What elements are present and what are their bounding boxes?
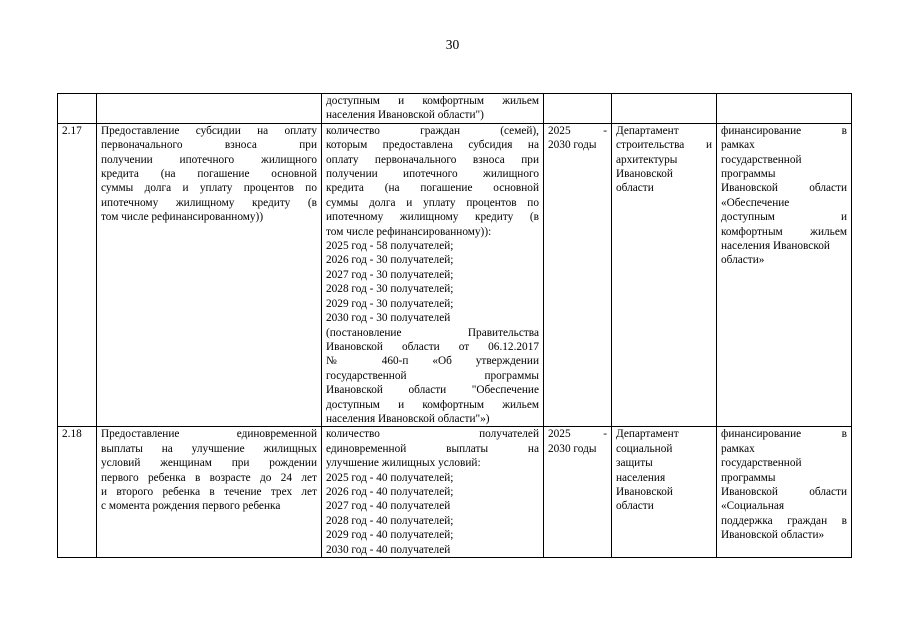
- text-line: оплату первоначального взноса при: [326, 153, 539, 166]
- text-line: 2028 год - 40 получателей;: [326, 514, 454, 527]
- text-line: рамках: [721, 139, 755, 152]
- cell-financing: [717, 94, 852, 124]
- text-line: 2025 -: [548, 428, 607, 441]
- text-line: 2029 год - 40 получателей;: [326, 529, 454, 542]
- text-line: области: [616, 500, 654, 513]
- text-line: 2028 год - 30 получателей;: [326, 283, 454, 296]
- cell-financing: [717, 427, 852, 558]
- text-line: программы: [721, 471, 776, 484]
- cell-num: [58, 94, 97, 124]
- text-line: программы: [721, 168, 776, 181]
- text-line: Ивановской области»: [721, 529, 825, 542]
- text-line: 2030 год - 30 получателей: [326, 312, 451, 325]
- text-line: комфортным жильем: [721, 225, 847, 238]
- cell-term: [544, 427, 612, 558]
- text-line: рамках: [721, 442, 755, 455]
- cell-indicator: [322, 94, 544, 124]
- text-line: 2027 год - 30 получателей;: [326, 268, 454, 281]
- text-line: населения: [616, 471, 666, 484]
- text-line: Предоставление единовременной: [101, 428, 317, 441]
- text-line: первоначального взноса при: [101, 139, 317, 152]
- text-line: Предоставление субсидии на оплату: [101, 124, 317, 137]
- text-line: суммы долга и уплату процентов по: [326, 196, 539, 209]
- text-line: Департамент: [616, 428, 679, 441]
- text-line: поддержка граждан в: [721, 514, 847, 527]
- text-line: социальной: [616, 442, 673, 455]
- text-line: которым предоставлена субсидия на: [326, 139, 539, 152]
- text-line: населения Ивановской: [721, 240, 830, 253]
- cell-name: [97, 123, 322, 427]
- cell-term: [544, 94, 612, 124]
- text-line: кредита (на погашение основной: [326, 182, 539, 195]
- text-line: единовременной выплаты на: [326, 442, 539, 455]
- text-line: ипотечному жилищному кредиту (в: [326, 211, 539, 224]
- text-line: 2030 годы: [548, 139, 597, 152]
- text-line: доступным и комфортным жильем: [326, 398, 539, 411]
- cell-name: [97, 94, 322, 124]
- text-line: с момента рождения первого ребенка: [101, 500, 281, 513]
- text-line: государственной программы: [326, 369, 539, 382]
- text-line: финансирование в: [721, 428, 847, 441]
- text-line: и второго ребенка в течение трех лет: [101, 485, 317, 498]
- text-line: том числе рефинансированному)): [101, 211, 264, 224]
- text-line: населения Ивановской области"»): [326, 412, 490, 425]
- text-line: «Обеспечение: [721, 196, 790, 209]
- text-line: 2026 год - 40 получателей;: [326, 485, 454, 498]
- table-row: [58, 427, 852, 558]
- cell-indicator: [322, 123, 544, 427]
- text-line: условий женщинам при рождении: [101, 457, 317, 470]
- text-line: 2027 год - 40 получателей: [326, 500, 451, 513]
- text-line: финансирование в: [721, 124, 847, 137]
- cell-term: [544, 123, 612, 427]
- cell-financing: [717, 123, 852, 427]
- text-line: Ивановской области "Обеспечение: [326, 384, 539, 397]
- text-line: населения Ивановской области"): [326, 109, 484, 122]
- cell-name: [97, 427, 322, 558]
- text-line: 2025 -: [548, 124, 607, 137]
- text-line: Ивановской: [616, 168, 673, 181]
- text-line: доступным и комфортным жильем: [326, 95, 539, 107]
- text-line: получении ипотечного жилищного: [101, 153, 317, 166]
- text-line: защиты: [616, 457, 653, 470]
- text-line: № 460-п «Об утверждении: [326, 355, 539, 368]
- text-line: 2025 год - 40 получателей;: [326, 471, 454, 484]
- text-line: (постановление Правительства: [326, 326, 539, 339]
- text-line: кредита (на погашение основной: [101, 168, 317, 181]
- cell-num: 2.18: [58, 427, 97, 558]
- text-line: государственной: [721, 457, 802, 470]
- text-line: выплаты на улучшение жилищных: [101, 442, 317, 455]
- text-line: области: [616, 182, 654, 195]
- text-line: суммы долга и уплату процентов по: [101, 182, 317, 195]
- text-line: Ивановской области: [721, 485, 847, 498]
- text-line: количество получателей: [326, 428, 539, 441]
- text-line: архитектуры: [616, 153, 678, 166]
- text-line: получении ипотечного жилищного: [326, 168, 539, 181]
- text-line: том числе рефинансированному)):: [326, 225, 492, 238]
- cell-executor: [612, 427, 717, 558]
- text-line: Департамент: [616, 124, 679, 137]
- text-line: количество граждан (семей),: [326, 124, 539, 137]
- text-line: 2030 годы: [548, 442, 597, 455]
- text-line: Ивановской области: [721, 182, 847, 195]
- text-line: Ивановской: [616, 485, 673, 498]
- text-line: первого ребенка в возрасте до 24 лет: [101, 471, 317, 484]
- text-line: ипотечному жилищному кредиту (в: [101, 196, 317, 209]
- text-line: строительства и: [616, 139, 712, 152]
- text-line: доступным и: [721, 211, 847, 224]
- text-line: 2026 год - 30 получателей;: [326, 254, 454, 267]
- cell-indicator: [322, 427, 544, 558]
- text-line: «Социальная: [721, 500, 785, 513]
- text-line: Ивановской области от 06.12.2017: [326, 340, 539, 353]
- table-row: [58, 123, 852, 427]
- text-line: 2030 год - 40 получателей: [326, 543, 451, 556]
- table-row-continuation: [58, 94, 852, 124]
- cell-num: 2.17: [58, 123, 97, 427]
- cell-executor: [612, 94, 717, 124]
- cell-executor: [612, 123, 717, 427]
- text-line: 2029 год - 30 получателей;: [326, 297, 454, 310]
- page-number: 30: [445, 37, 460, 52]
- text-line: области»: [721, 254, 765, 267]
- text-line: 2025 год - 58 получателей;: [326, 240, 454, 253]
- text-line: государственной: [721, 153, 802, 166]
- text-line: улучшение жилищных условий:: [326, 457, 481, 470]
- program-measures-table: [57, 93, 852, 558]
